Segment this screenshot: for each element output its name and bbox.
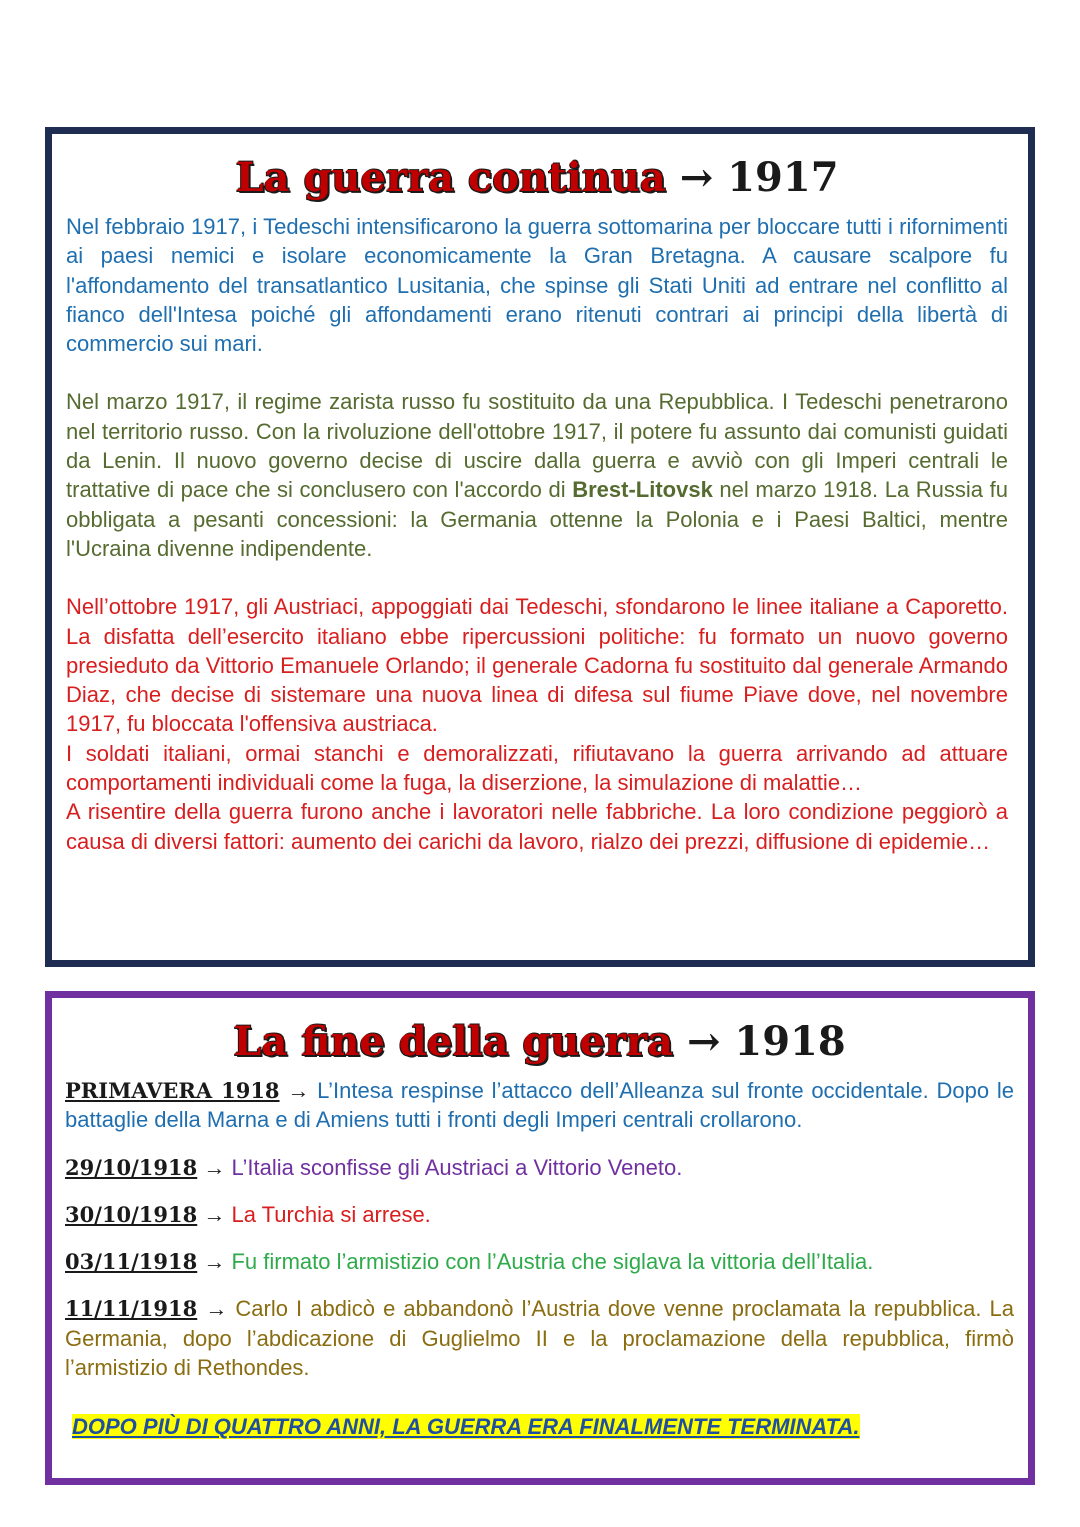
conclusion-highlight: DOPO PIÙ DI QUATTRO ANNI, LA GUERRA ERA FINALMENTE TERMINATA.	[72, 1414, 860, 1440]
paragraph-caporetto: Nell’ottobre 1917, gli Austriaci, appoggiati dai Tedeschi, sfondarono le linee italiane a Caporetto. La disfatta dell’esercito italiano ebbe ripercussioni politiche: fu formato un nuovo governo presieduto da Vittorio Emanuele Orlando; il generale Cadorna fu sostituito dal generale Armando Diaz, che decise di sistemare una nuova linea di difesa sul fiume Piave dove, nel novembre 1917, fu bloccata l'offensiva austriaca.	[66, 594, 1008, 737]
arrow-right-icon: →	[205, 1296, 228, 1322]
event-row-03-11-1918	[65, 1247, 1014, 1276]
section-1918-title	[65, 1014, 1014, 1070]
event-text: Carlo I abdicò e abbandonò l’Austria dove venne proclamata la repubblica. La Germania, dopo l’abdicazione di Guglielmo II e la proclamazione della repubblica, firmò l’armistizio di Rethondes.	[65, 1296, 1014, 1381]
section-1917-year: 1917	[727, 154, 839, 201]
arrow-right-icon: →	[203, 1249, 226, 1275]
event-row-11-11-1918	[65, 1294, 1014, 1382]
arrow-right-icon: →	[287, 1078, 310, 1103]
paragraph-workers: A risentire della guerra furono anche i lavoratori nelle fabbriche. La loro condizione peggiorò a causa di diversi fattori: aumento dei carichi da lavoro, rialzo dei prezzi, diffusione di epidemie…	[66, 799, 1008, 854]
paragraph-soldiers: I soldati italiani, ormai stanchi e demoralizzati, rifiutavano la guerra arrivando ad attuare comportamenti individuali come la fuga, la diserzione, la simulazione di malattie…	[66, 740, 1008, 796]
arrow-right-icon: →	[686, 1018, 721, 1065]
event-date: PRIMAVERA 1918	[65, 1078, 280, 1103]
arrow-right-icon: →	[203, 1154, 226, 1180]
conclusion-wrapper	[65, 1412, 1014, 1442]
brest-litovsk-term: Brest-Litovsk	[572, 477, 713, 503]
event-row-spring-1918	[65, 1076, 1014, 1135]
section-1917-title-text: La guerra continua	[235, 154, 666, 201]
section-1917-title	[66, 150, 1008, 206]
paragraph-russian-revolution-part-a: Nel marzo 1917, il regime zarista russo fu sostituito da una Repubblica. I Tedeschi penetrarono nel territorio russo. Con la rivoluzione dell'ottobre 1917, il potere fu assunto dai comunisti guidati da Lenin. Il nuovo governo decise di uscire dalla guerra e avviò con gli Imperi centrali le trattative di pace che si conclusero con l'accordo di	[66, 389, 1008, 503]
event-row-29-10-1918	[65, 1153, 1014, 1182]
event-text: Fu firmato l’armistizio con l’Austria che siglava la vittoria dell’Italia.	[231, 1249, 874, 1275]
event-date: 11/11/1918	[65, 1296, 198, 1322]
section-1918-box	[45, 991, 1035, 1485]
event-date: 29/10/1918	[65, 1154, 198, 1180]
paragraph-russian-revolution	[66, 387, 1008, 563]
section-1918-title-text: La fine della guerra	[233, 1018, 673, 1065]
section-1917-box	[45, 127, 1035, 967]
paragraph-submarine-war: Nel febbraio 1917, i Tedeschi intensificarono la guerra sottomarina per bloccare tutti i rifornimenti ai paesi nemici e isolare economicamente la Gran Bretagna. A causare scalpore fu l'affondamento del transatlantico Lusitania, che spinse gli Stati Uniti ad entrare nel conflitto al fianco dell'Intesa poiché gli affondamenti erano ritenuti contrari ai principi della libertà di commercio sui mari.	[66, 214, 1008, 357]
event-text: L’Intesa respinse l’attacco dell’Alleanza sul fronte occidentale. Dopo le battaglie della Marna e di Amiens tutti i fronti degli Imperi centrali crollarono.	[65, 1078, 1014, 1133]
paragraph-russian-revolution-part-b: nel marzo 1918. La Russia fu obbligata a pesanti concessioni: la Germania ottenne la Polonia e i Paesi Baltici, mentre l'Ucraina divenne indipendente.	[66, 477, 1008, 561]
event-date: 03/11/1918	[65, 1249, 198, 1275]
arrow-right-icon: →	[203, 1201, 226, 1227]
event-row-30-10-1918	[65, 1200, 1014, 1229]
section-1918-year: 1918	[734, 1018, 846, 1065]
event-date: 30/10/1918	[65, 1201, 198, 1227]
event-text: La Turchia si arrese.	[231, 1201, 431, 1227]
arrow-right-icon: →	[679, 154, 714, 201]
event-text: L’Italia sconfisse gli Austriaci a Vittorio Veneto.	[231, 1154, 683, 1180]
